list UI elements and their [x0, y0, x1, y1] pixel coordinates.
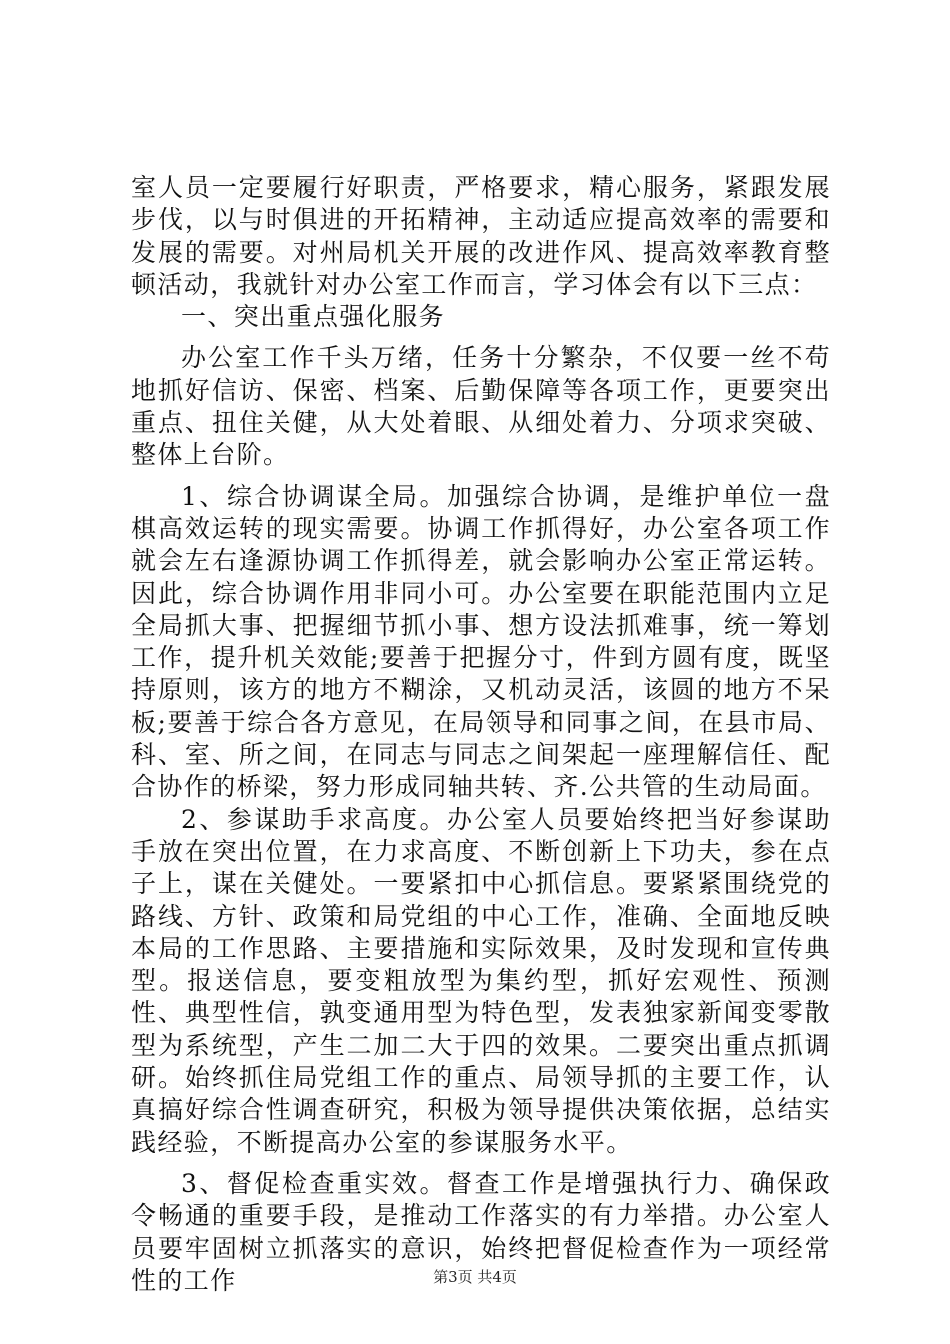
- paragraph-point-2: 2、参谋助手求高度。办公室人员要始终把当好参谋助手放在突出位置，在力求高度、不断创新上下功夫，参在点子上，谋在关健处。一要紧扣中心抓信息。要紧紧围绕党的路线、方针、政策和局党组的中心工作，准确、全面地反映本局的工作思路、主要措施和实际效果，及时发现和宣传典型。报送信息，要变粗放型为集约型，抓好宏观性、预测性、典型性信，孰变通用型为特色型，发表独家新闻变零散型为系统型，产生二加二大于四的效果。二要突出重点抓调研。始终抓住局党组工作的重点、局领导抓的主要工作，认真搞好综合性调查研究，积极为领导提供决策依据，总结实践经验，不断提高办公室的参谋服务水平。: [131, 804, 831, 1157]
- paragraph-section-overview: 办公室工作千头万绪，任务十分繁杂，不仅要一丝不苟地抓好信访、保密、档案、后勤保障等各项工作，更要突出重点、扭住关健，从大处着眼、从细处着力、分项求突破、整体上台阶。: [131, 343, 831, 470]
- paragraph-point-3: 3、督促检查重实效。督查工作是增强执行力、确保政令畅通的重要手段，是推动工作落实的有力举措。办公室人员要牢固树立抓落实的意识，始终把督促检查作为一项经常性的工作: [131, 1168, 831, 1295]
- paragraph-point-1: 1、综合协调谋全局。加强综合协调，是维护单位一盘棋高效运转的现实需要。协调工作抓得好，办公室各项工作就会左右逢源协调工作抓得差，就会影响办公室正常运转。因此，综合协调作用非同小可。办公室要在职能范围内立足全局抓大事、把握细节抓小事、想方设法抓难事，统一筹划工作，提升机关效能;要善于把握分寸，件到方圆有度，既坚持原则，该方的地方不糊涂，又机动灵活，该圆的地方不呆板;要善于综合各方意见，在局领导和同事之间，在县市局、科、室、所之间，在同志与同志之间架起一座理解信任、配合协作的桥梁，努力形成同轴共转、齐.公共管的生动局面。: [131, 481, 831, 802]
- document-body: [131, 172, 831, 1297]
- section-heading: 一、突出重点强化服务: [181, 302, 446, 332]
- paragraph-intro: 室人员一定要履行好职责，严格要求，精心服务，紧跟发展步伐，以与时俱进的开拓精神，主动适应提高效率的需要和发展的需要。对州局机关开展的改进作风、提高效率教育整顿活动，我就针对办公室工作而言，学习体会有以下三点：: [131, 173, 831, 299]
- page-number-footer: 第3页 共4页: [433, 1268, 517, 1286]
